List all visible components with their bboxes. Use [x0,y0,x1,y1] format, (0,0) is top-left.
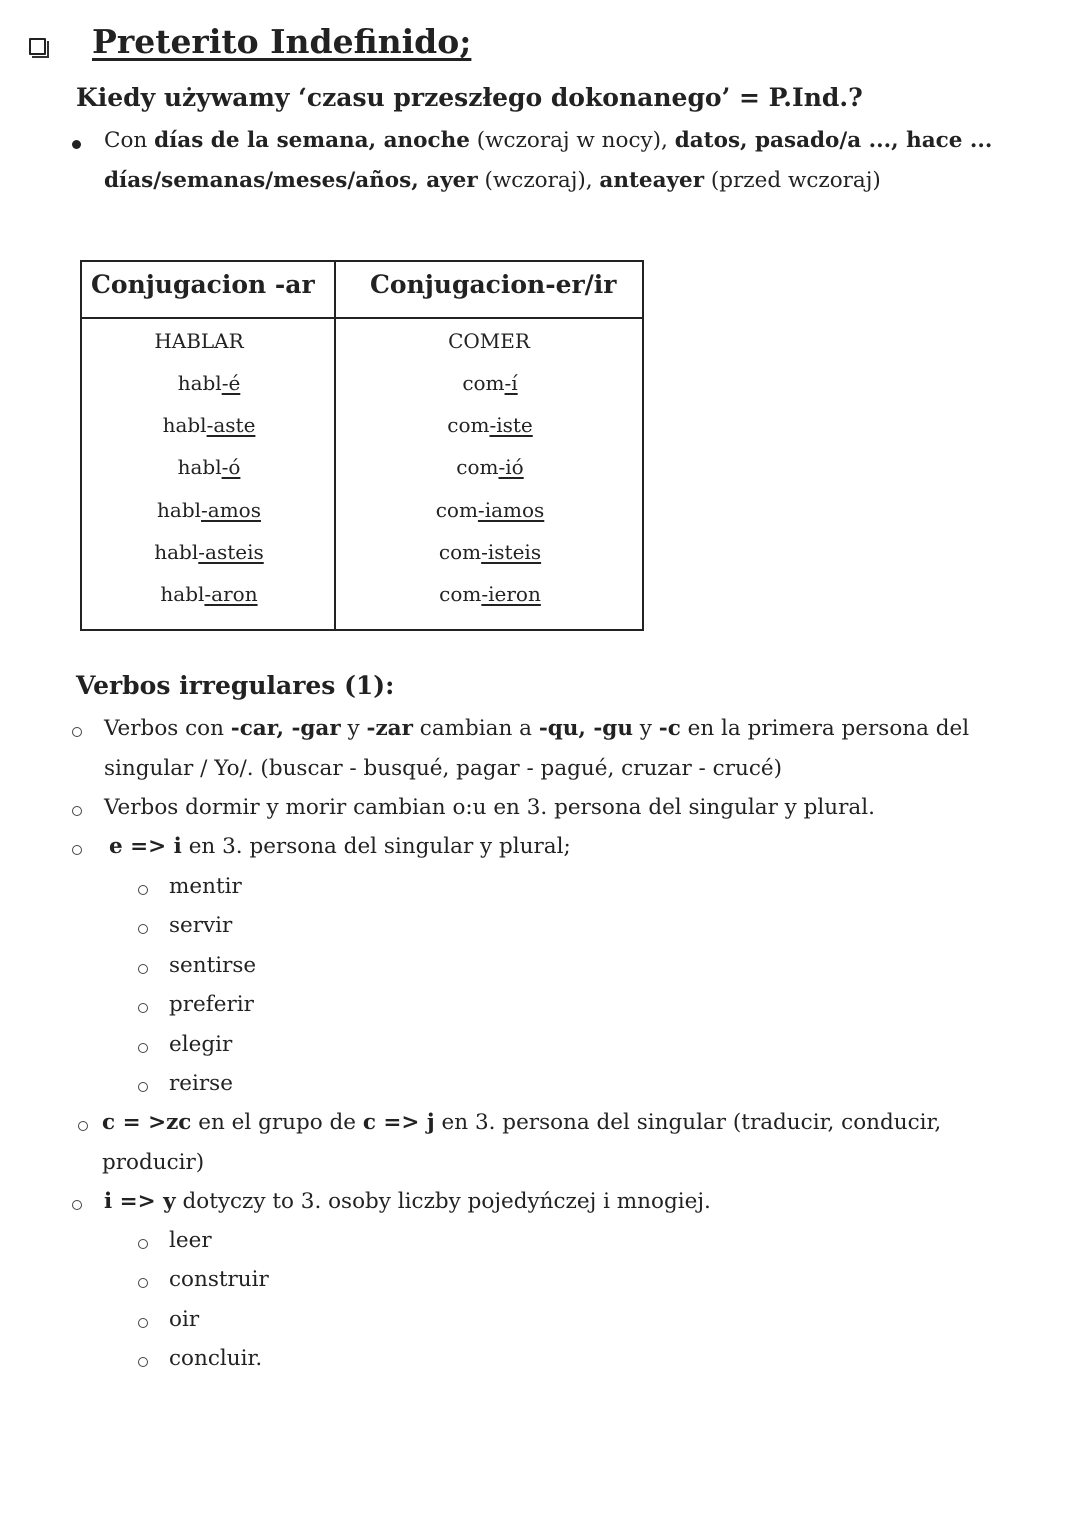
verb-list-item: preferir [169,992,254,1018]
conjugation-form: habl-aste [162,413,256,438]
usage-question: Kiedy używamy ‘czasu przeszłego dokonanego’ = P.Ind.? [76,83,863,112]
table-header-er-ir: Conjugacion-er/ir [370,270,617,299]
usage-line-1: Con días de la semana, anoche (wczoraj w nocy), datos, pasado/a ..., hace ... [104,128,993,153]
verb-list-item: sentirse [169,952,257,978]
rule-3: e => i en 3. persona del singular y plural; [109,834,571,859]
conjugation-form: com-iste [447,413,533,438]
rule-1-line-2: singular / Yo/. (buscar - busqué, pagar - pagué, cruzar - crucé) [104,756,782,781]
irregular-title: Verbos irregulares (1): [76,671,395,700]
conjugation-table [80,260,644,631]
rule-5: i => y dotyczy to 3. osoby liczby pojedyńczej i mnogiej. [104,1189,711,1214]
bullet-icon [78,1121,88,1131]
bullet-icon [138,1239,148,1249]
page-title: Preterito Indefinido; [92,22,472,61]
bullet-icon [138,1318,148,1328]
bullet-icon [72,727,82,737]
conjugation-form: habl-é [177,371,241,395]
verb-list-item: construir [169,1267,269,1293]
bullet-icon [138,1278,148,1288]
checkbox-icon[interactable] [29,38,46,55]
verb-list-item: oir [169,1306,200,1332]
bullet-icon [72,140,81,149]
verb-hablar: HABLAR [154,329,244,353]
bullet-icon [138,1082,148,1092]
conjugation-form: habl-ó [177,455,241,480]
verb-list-item: elegir [169,1031,233,1057]
conjugation-form: com-ieron [439,582,541,606]
bullet-icon [138,924,148,934]
conjugation-form: com-ió [456,455,524,480]
conjugation-form: com-isteis [438,539,542,564]
bullet-icon [138,885,148,895]
bullet-icon [138,1043,148,1053]
bullet-icon [72,806,82,816]
verb-list-item: reirse [169,1071,233,1096]
verb-list-item: mentir [169,874,242,899]
rule-2: Verbos dormir y morir cambian o:u en 3. persona del singular y plural. [104,795,875,820]
conjugation-form: com-í [462,371,518,395]
bullet-icon [72,845,82,855]
rule-1-line-1: Verbos con -car, -gar y -zar cambian a -qu, -gu y -c en la primera persona del [104,716,970,741]
conjugation-form: com-iamos [435,497,545,522]
bullet-icon [138,964,148,974]
conjugation-form: habl-aron [160,582,258,606]
rule-4-line-2: producir) [102,1150,205,1175]
bullet-icon [138,1357,148,1367]
table-header-ar: Conjugacion -ar [91,270,315,299]
bullet-icon [138,1003,148,1013]
conjugation-form: habl-amos [157,497,261,522]
usage-line-2: días/semanas/meses/años, ayer (wczoraj), anteayer (przed wczoraj) [104,168,881,193]
bullet-icon [72,1200,82,1210]
verb-list-item: leer [169,1228,212,1253]
verb-comer: COMER [448,329,530,353]
rule-4-line-1: c = >zc en el grupo de c => j en 3. persona del singular (traducir, conducir, [102,1110,942,1135]
verb-list-item: servir [169,913,233,939]
conjugation-form: habl-asteis [154,539,264,564]
table-header-divider [82,317,642,319]
verb-list-item: concluir. [169,1346,263,1372]
